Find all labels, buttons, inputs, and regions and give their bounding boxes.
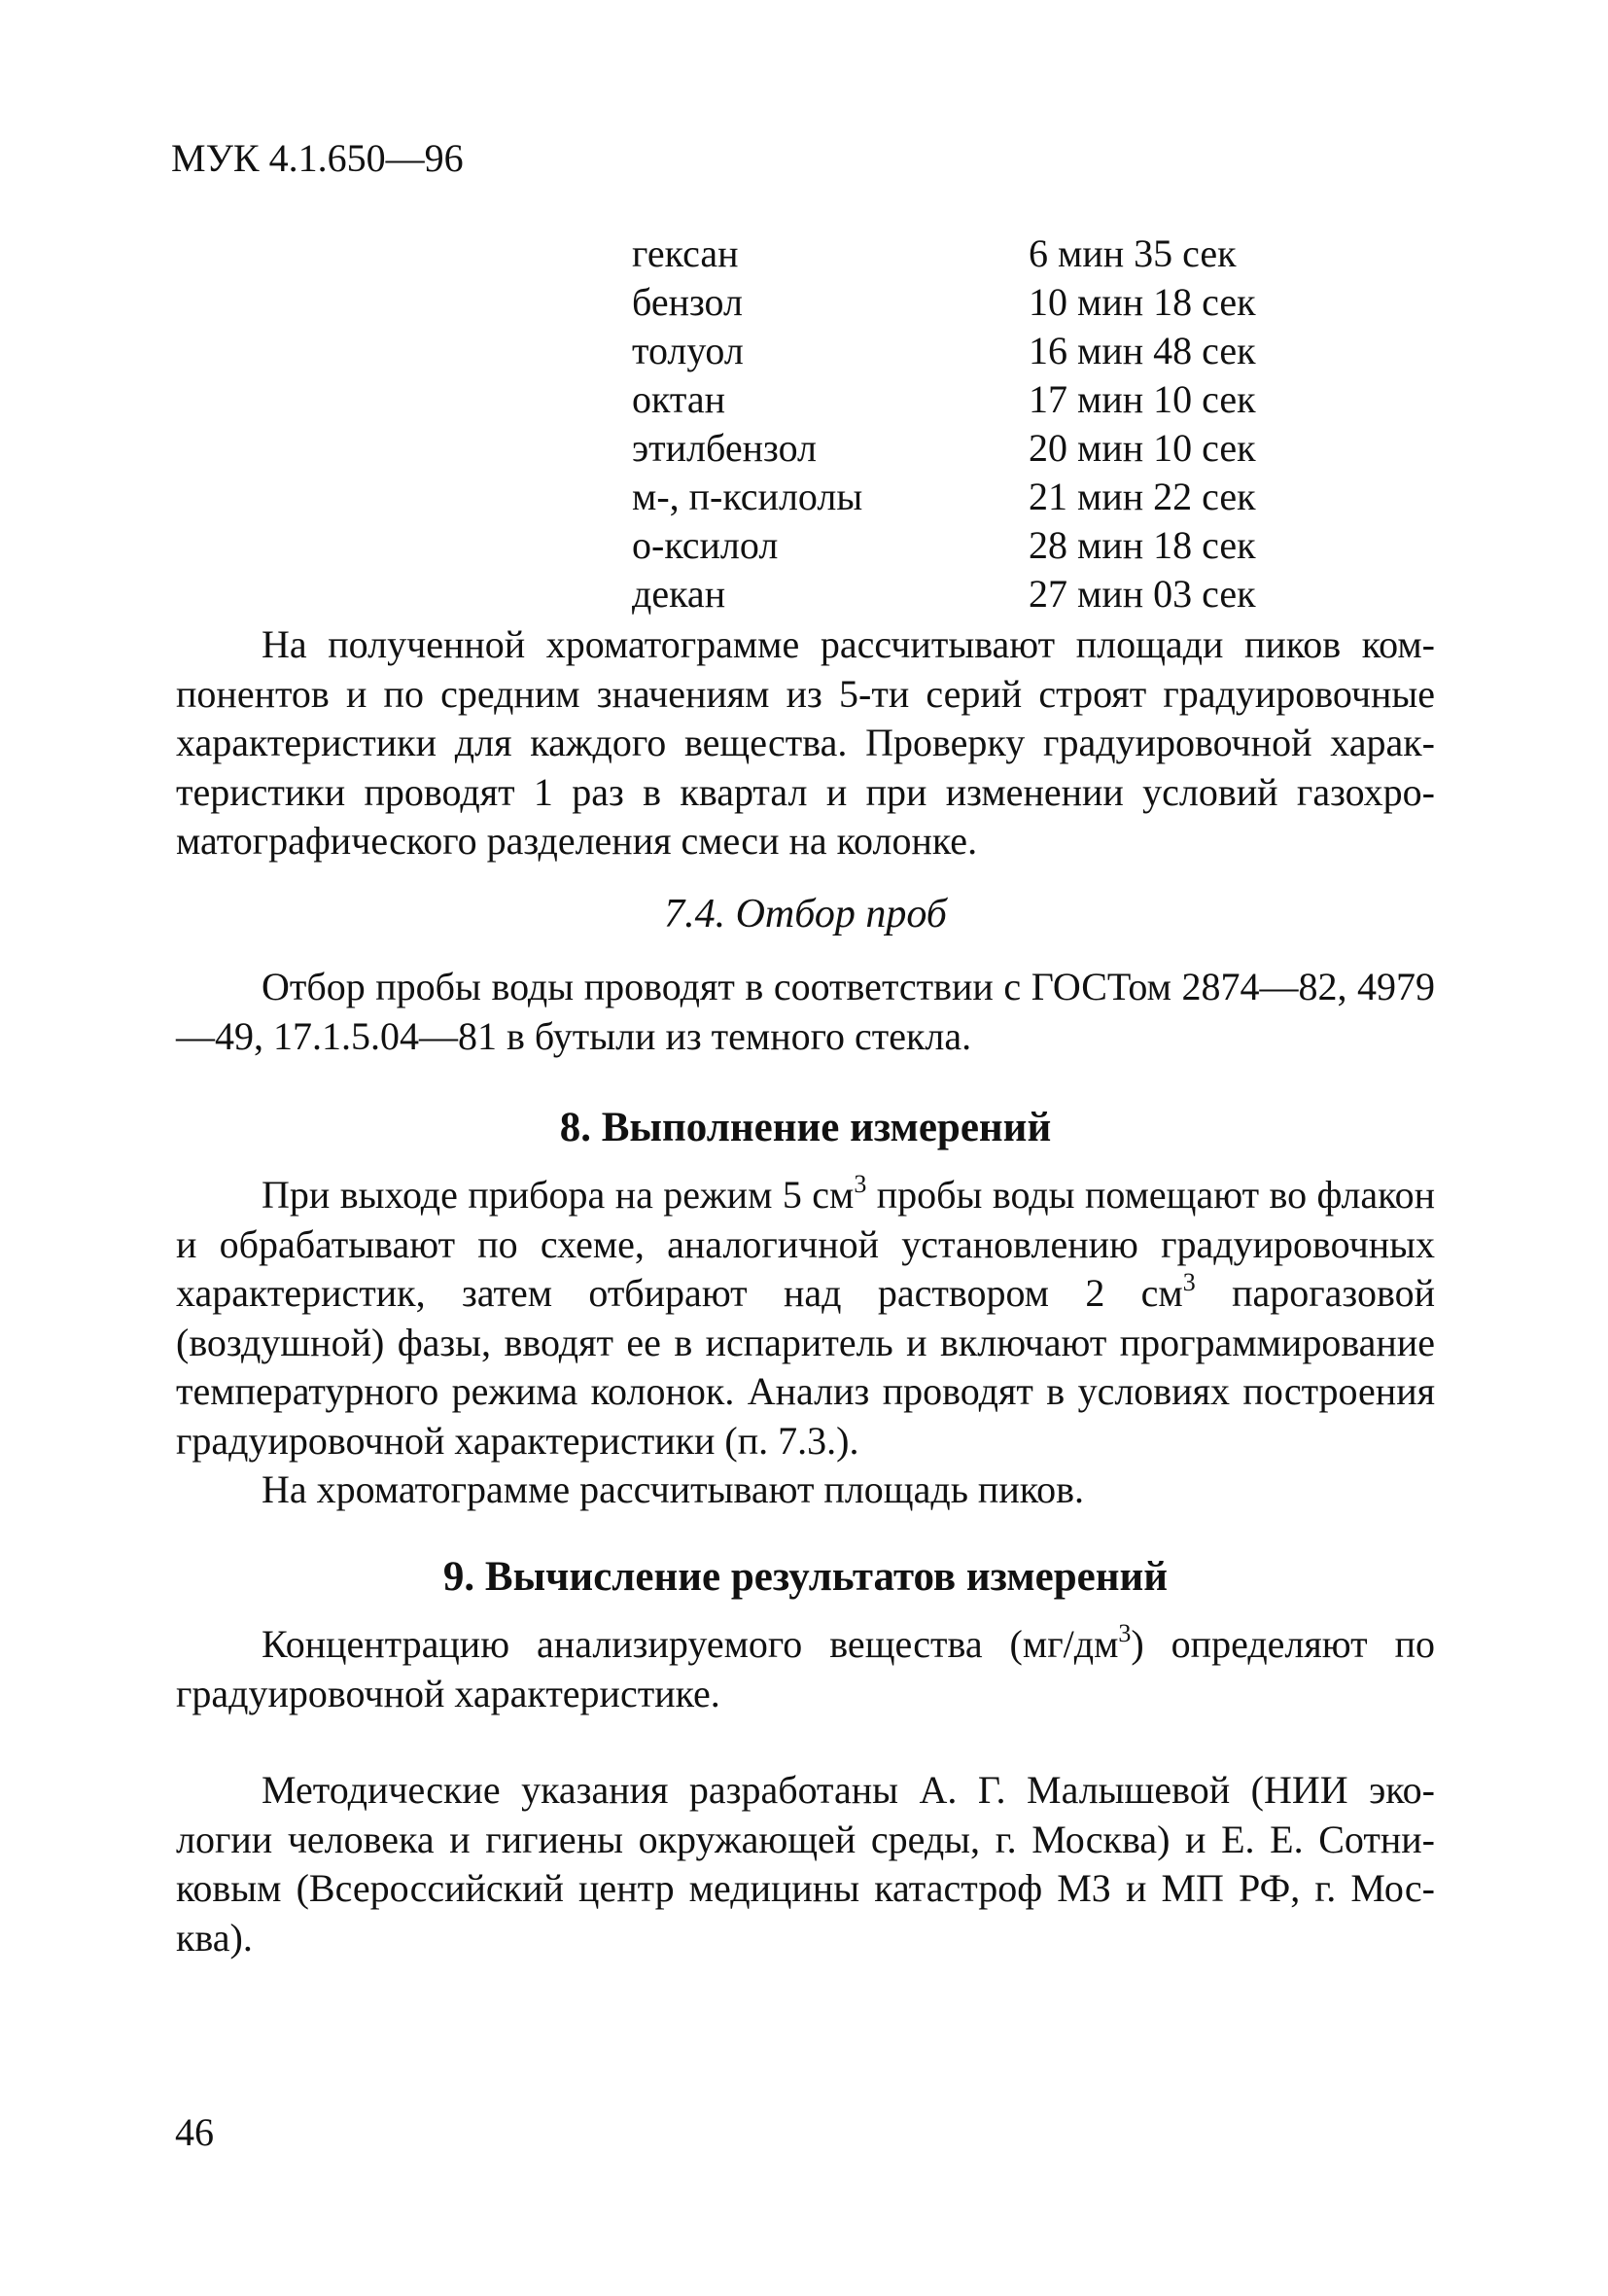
calculation-section xyxy=(176,1620,1435,1718)
measurement-text-part3: парогазовой (воздушной) фазы, вводят ее в испаритель и включают программирование температурного режима колонок. Анализ проводят в условиях построения градуировочной характеристики (п. 7.3.). xyxy=(176,1271,1435,1463)
superscript-cube: 3 xyxy=(1182,1267,1196,1296)
substance-name: толуол xyxy=(632,329,744,372)
retention-time: 6 мин 35 сек xyxy=(1029,231,1237,275)
calculation-paragraph xyxy=(176,1620,1435,1718)
section-title-8: 8. Выполнение измерений xyxy=(559,1105,1052,1150)
peak-area-paragraph: На хроматограмме рассчитывают площадь пиков. xyxy=(262,1467,1085,1511)
sampling-paragraph: Отбор пробы воды проводят в соответствии с ГОСТом 2874—82, 4979—49, 17.1.5.04—81 в бутыли из темного стекла. xyxy=(176,965,1435,1058)
table-row xyxy=(632,230,1312,278)
authors-paragraph: Методические указания разработаны А. Г. Малышевой (НИИ экологии человека и гигиены окружающей среды, г. Москва) и Е. Е. Сотниковым (Всероссийский центр медицины катастроф МЗ и МП РФ, г. Москва). xyxy=(176,1768,1435,1960)
measurement-paragraph xyxy=(176,1171,1435,1466)
calibration-paragraph: На полученной хроматограмме рассчитывают площади пиков компонентов и по средним значениям из 5-ти серий строят градуировочные характеристики для каждого вещества. Проверку градуировочной характеристики проводят 1 раз в квартал и при изменении условий газохроматографического разделения смеси на колонке. xyxy=(176,622,1435,863)
calculation-text-part2: ) определяют по градуировочной характеристике. xyxy=(176,1622,1435,1715)
table-row xyxy=(632,570,1312,618)
table-row xyxy=(632,473,1312,521)
authors-section xyxy=(176,1766,1435,1962)
substance-name: о-ксилол xyxy=(632,523,779,567)
superscript-cube: 3 xyxy=(1118,1618,1132,1647)
retention-time: 20 мин 10 сек xyxy=(1029,426,1256,470)
table-row xyxy=(632,375,1312,424)
measurement-text-part1: При выходе прибора на режим 5 см xyxy=(262,1173,855,1217)
table-row xyxy=(632,424,1312,473)
retention-time: 10 мин 18 сек xyxy=(1029,280,1256,324)
substance-name: м-, п-ксилолы xyxy=(632,475,863,518)
table-row xyxy=(632,521,1312,570)
table-row xyxy=(632,278,1312,327)
retention-time: 27 мин 03 сек xyxy=(1029,572,1256,616)
sampling-section xyxy=(176,963,1435,1061)
subsection-title-7-4: 7.4. Отбор проб xyxy=(664,892,947,936)
measurement-section xyxy=(176,1171,1435,1515)
section-title-9: 9. Вычисление результатов измерений xyxy=(442,1554,1169,1600)
superscript-cube: 3 xyxy=(854,1169,867,1198)
table-row xyxy=(632,327,1312,375)
substance-name: гексан xyxy=(632,231,739,275)
substance-name: бензол xyxy=(632,280,743,324)
calibration-section xyxy=(176,620,1435,866)
substance-name: октан xyxy=(632,377,726,421)
running-header: МУК 4.1.650—96 xyxy=(171,136,464,180)
retention-time: 28 мин 18 сек xyxy=(1029,523,1256,567)
substance-name: декан xyxy=(632,572,726,616)
substance-name: этилбензол xyxy=(632,426,817,470)
calculation-text-part1: Концентрацию анализируемого вещества (мг/дм xyxy=(262,1622,1119,1666)
retention-time: 21 мин 22 сек xyxy=(1029,475,1256,518)
measurement-text-part2: пробы воды помещают во флакон и обрабатывают по схеме, аналогичной установлению градуировочных характеристик, затем отбирают над раствором 2 см xyxy=(176,1173,1435,1315)
retention-time: 16 мин 48 сек xyxy=(1029,329,1256,372)
page-number: 46 xyxy=(175,2110,214,2154)
retention-time: 17 мин 10 сек xyxy=(1029,377,1256,421)
retention-time-table xyxy=(632,230,1312,618)
